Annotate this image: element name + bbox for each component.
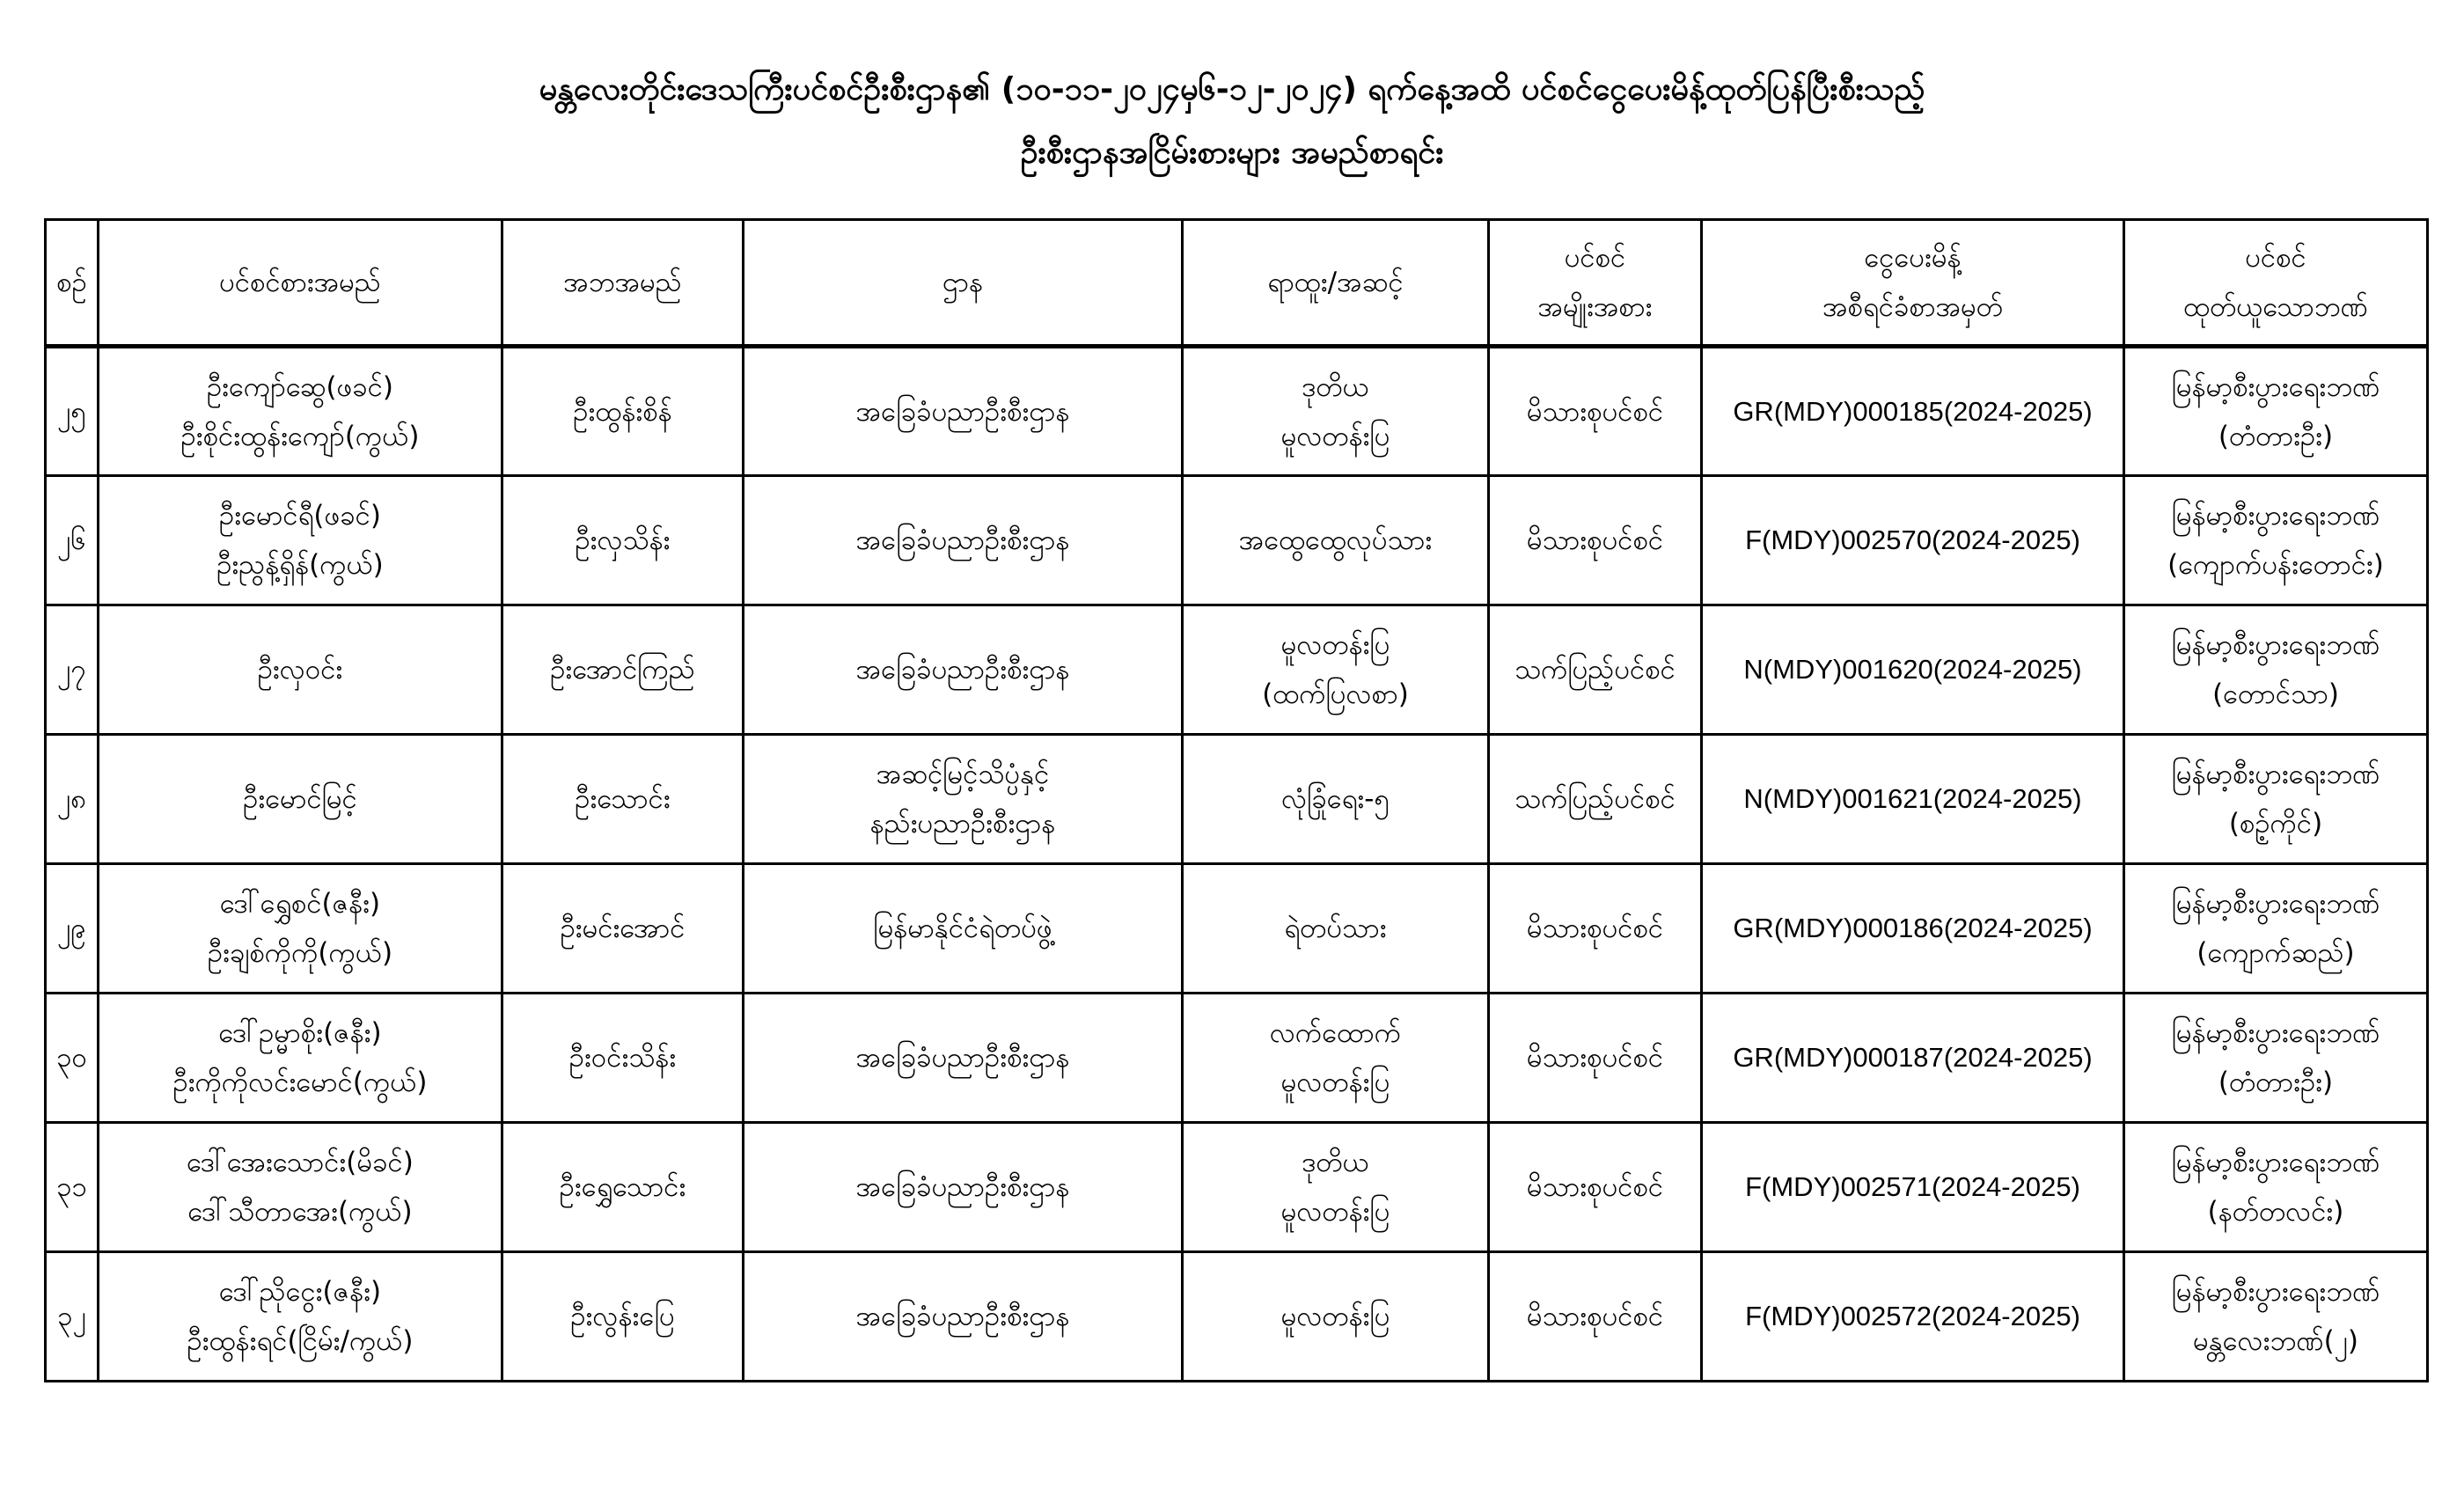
- serial-number-cell: [46, 994, 99, 1123]
- pension-type-cell: [1489, 605, 1702, 735]
- bank-cell-text: မြန်မာ့စီးပွားရေးဘဏ်: [2171, 500, 2380, 532]
- rank-cell: [1183, 864, 1489, 994]
- rank-cell-text: မူလတန်းပြ: [1280, 1301, 1390, 1332]
- header-department: ဌာန: [744, 220, 1183, 347]
- payment-order-cell-text: N(MDY)001620(2024-2025): [1743, 654, 2082, 685]
- rank-cell-text: ရဲတပ်သား: [1284, 913, 1387, 944]
- pensioner-name-cell: [99, 735, 502, 864]
- serial-number-cell: [46, 1252, 99, 1382]
- bank-cell: [2124, 605, 2428, 735]
- pension-type-cell-text: မိသားစုပင်စင်: [1526, 1042, 1664, 1074]
- header-father-name: အဘအမည်: [502, 220, 744, 347]
- pensioner-name-cell-text: ဒေါ်ညိုငွေး(ဇနီး): [218, 1276, 382, 1308]
- pension-type-cell: [1489, 347, 1702, 476]
- bank-cell-text: (စဉ့်ကိုင်): [2228, 808, 2323, 840]
- department-cell: [744, 347, 1183, 476]
- bank-cell: [2124, 994, 2428, 1123]
- pensioner-name-cell-text: ဦးကျော်ဆွေ(ဖခင်): [206, 370, 393, 403]
- table-row: [46, 605, 2428, 735]
- father-name-cell-text: ဦးသောင်း: [575, 783, 671, 815]
- bank-cell-text: မြန်မာ့စီးပွားရေးဘဏ်: [2171, 629, 2380, 661]
- serial-number-cell-text: ၂၇: [57, 654, 86, 686]
- department-cell: [744, 1123, 1183, 1252]
- payment-order-cell-text: GR(MDY)000185(2024-2025): [1733, 395, 2093, 427]
- pensioner-name-cell-text: ဦးညွန့်ရှိန်(ကွယ်): [216, 549, 384, 581]
- pensioner-name-cell-text: ဦးမောင်မြင့်: [243, 783, 357, 815]
- serial-number-cell-text: ၂၅: [57, 395, 86, 428]
- serial-number-cell-text: ၂၆: [57, 524, 86, 556]
- pensioner-name-cell: [99, 1252, 502, 1382]
- department-cell: [744, 1252, 1183, 1382]
- pensioner-name-cell-text: ဒေါ်သီတာအေး(ကွယ်): [187, 1196, 413, 1228]
- bank-cell-text: (တံတားဦး): [2218, 1067, 2334, 1098]
- father-name-cell: [502, 1123, 744, 1252]
- pensioner-name-cell-text: ဦးထွန်းရင်(ငြိမ်း/ကွယ်): [187, 1325, 414, 1357]
- bank-cell-text: (တံတားဦး): [2218, 420, 2334, 452]
- payment-order-cell: [1702, 1123, 2124, 1252]
- bank-cell-text: မြန်မာ့စီးပွားရေးဘဏ်: [2171, 759, 2380, 790]
- pension-type-cell-text: သက်ပြည့်ပင်စင်: [1514, 783, 1676, 815]
- payment-order-cell: [1702, 1252, 2124, 1382]
- department-cell: [744, 735, 1183, 864]
- department-cell-text: အခြေခံပညာဦးစီးဌာန: [855, 654, 1070, 686]
- serial-number-cell: [46, 864, 99, 994]
- payment-order-cell-text: GR(MDY)000187(2024-2025): [1733, 1042, 2093, 1073]
- header-pension-type: ပင်စင် အမျိုးအစား: [1489, 220, 1702, 347]
- table-row: [46, 735, 2428, 864]
- department-cell-text: အခြေခံပညာဦးစီးဌာန: [855, 395, 1070, 428]
- pensioner-name-cell: [99, 864, 502, 994]
- pensioner-name-cell-text: ဦးကိုကိုလင်းမောင်(ကွယ်): [172, 1067, 428, 1098]
- father-name-cell: [502, 476, 744, 605]
- payment-order-cell: [1702, 994, 2124, 1123]
- father-name-cell: [502, 864, 744, 994]
- pensioner-name-cell-text: ဦးမောင်ရီ(ဖခင်): [219, 500, 381, 532]
- pensioner-name-cell-text: ဦးလှဝင်း: [257, 654, 343, 686]
- father-name-cell: [502, 347, 744, 476]
- table-row: [46, 1123, 2428, 1252]
- payment-order-cell-text: F(MDY)002572(2024-2025): [1745, 1301, 2080, 1331]
- rank-cell-text: မူလတန်းပြ: [1280, 629, 1390, 661]
- father-name-cell: [502, 605, 744, 735]
- department-cell: [744, 864, 1183, 994]
- pensioner-name-cell: [99, 1123, 502, 1252]
- pension-type-cell-text: မိသားစုပင်စင်: [1526, 1301, 1664, 1332]
- pensioner-name-cell-text: ဒေါ်ရွှေစင်(ဇနီး): [219, 888, 381, 920]
- bank-cell-text: မြန်မာ့စီးပွားရေးဘဏ်: [2171, 370, 2380, 403]
- rank-cell: [1183, 605, 1489, 735]
- bank-cell: [2124, 1123, 2428, 1252]
- bank-cell-text: (ကျောက်ပန်းတောင်း): [2167, 549, 2384, 581]
- rank-cell: [1183, 476, 1489, 605]
- rank-cell-text: လက်ထောက်: [1269, 1017, 1402, 1049]
- pension-type-cell-text: သက်ပြည့်ပင်စင်: [1514, 654, 1676, 686]
- pensioner-name-cell: [99, 605, 502, 735]
- department-cell-text: အခြေခံပညာဦးစီးဌာန: [855, 1042, 1070, 1074]
- department-cell: [744, 994, 1183, 1123]
- payment-order-cell: [1702, 347, 2124, 476]
- department-cell-text: အခြေခံပညာဦးစီးဌာန: [855, 1171, 1070, 1203]
- rank-cell: [1183, 1252, 1489, 1382]
- serial-number-cell-text: ၂၈: [57, 783, 86, 815]
- bank-cell-text: မြန်မာ့စီးပွားရေးဘဏ်: [2171, 888, 2380, 920]
- rank-cell: [1183, 735, 1489, 864]
- rank-cell: [1183, 994, 1489, 1123]
- department-cell-text: မြန်မာနိုင်ငံရဲတပ်ဖွဲ့: [873, 913, 1052, 944]
- department-cell-text: အခြေခံပညာဦးစီးဌာန: [855, 524, 1070, 556]
- pension-type-cell: [1489, 1252, 1702, 1382]
- rank-cell-text: မူလတန်းပြ: [1280, 420, 1390, 452]
- pensioner-name-cell: [99, 347, 502, 476]
- rank-cell-text: ဒုတိယ: [1302, 1147, 1369, 1178]
- header-bank: ပင်စင် ထုတ်ယူသောဘဏ်: [2124, 220, 2428, 347]
- pensioner-name-cell-text: ဦးချစ်ကိုကို(ကွယ်): [207, 937, 393, 969]
- bank-cell-text: (နတ်တလင်း): [2207, 1196, 2344, 1228]
- pensioner-name-cell-text: ဒေါ်ဥမ္မာစိုး(ဇနီး): [218, 1017, 382, 1049]
- title-line-1: မန္တလေးတိုင်းဒေသကြီးပင်စင်ဦးစီးဌာန၏ (၁၀-၁၁-၂၀၂၄မှ၆-၁၂-၂၀၂၄) ရက်နေ့အထိ ပင်စင်ငွေပေးမိန့်ထုတ်ပြန်ပြီးစီးသည့်: [539, 71, 1925, 107]
- document-title: [0, 58, 2464, 185]
- bank-cell-text: (တောင်သာ): [2212, 678, 2339, 710]
- rank-cell-text: မူလတန်းပြ: [1280, 1067, 1390, 1098]
- rank-cell-text: လုံခြုံရေး-၅: [1281, 783, 1390, 815]
- rank-cell-text: (ထက်ပြလစာ): [1262, 678, 1409, 710]
- pensioner-name-cell: [99, 476, 502, 605]
- serial-number-cell: [46, 735, 99, 864]
- pension-type-cell: [1489, 1123, 1702, 1252]
- serial-number-cell: [46, 476, 99, 605]
- father-name-cell: [502, 1252, 744, 1382]
- department-cell: [744, 605, 1183, 735]
- table-header-row: [46, 220, 2428, 347]
- pensioner-name-cell: [99, 994, 502, 1123]
- father-name-cell-text: ဦးထွန်းစိန်: [573, 395, 672, 428]
- payment-order-cell: [1702, 476, 2124, 605]
- table-row: [46, 864, 2428, 994]
- serial-number-cell: [46, 347, 99, 476]
- rank-cell-text: အထွေထွေလုပ်သား: [1238, 524, 1433, 556]
- pension-type-cell-text: မိသားစုပင်စင်: [1526, 395, 1664, 428]
- payment-order-cell: [1702, 735, 2124, 864]
- father-name-cell-text: ဦးဝင်းသိန်း: [568, 1042, 677, 1074]
- bank-cell-text: မန္တလေးဘဏ်(၂): [2193, 1325, 2358, 1357]
- father-name-cell-text: ဦးလှသိန်း: [575, 524, 671, 556]
- pension-type-cell-text: မိသားစုပင်စင်: [1526, 1171, 1664, 1203]
- payment-order-cell: [1702, 864, 2124, 994]
- payment-order-cell-text: N(MDY)001621(2024-2025): [1743, 783, 2082, 814]
- department-cell-text: နည်းပညာဦးစီးဌာန: [869, 808, 1056, 840]
- title-line-2: ဦးစီးဌာနအငြိမ်းစားများ အမည်စာရင်း: [1020, 135, 1444, 171]
- header-pensioner-name: ပင်စင်စားအမည်: [99, 220, 502, 347]
- father-name-cell: [502, 735, 744, 864]
- serial-number-cell: [46, 605, 99, 735]
- table-row: [46, 347, 2428, 476]
- bank-cell: [2124, 735, 2428, 864]
- payment-order-cell-text: F(MDY)002571(2024-2025): [1745, 1171, 2080, 1202]
- pension-type-cell-text: မိသားစုပင်စင်: [1526, 913, 1664, 944]
- father-name-cell-text: ဦးမင်းအောင်: [560, 913, 686, 944]
- department-cell: [744, 476, 1183, 605]
- bank-cell: [2124, 1252, 2428, 1382]
- bank-cell: [2124, 864, 2428, 994]
- bank-cell-text: မြန်မာ့စီးပွားရေးဘဏ်: [2171, 1017, 2380, 1049]
- bank-cell-text: မြန်မာ့စီးပွားရေးဘဏ်: [2171, 1147, 2380, 1178]
- bank-cell-text: (ကျောက်ဆည်): [2196, 937, 2355, 969]
- header-rank: ရာထူး/အဆင့်: [1183, 220, 1489, 347]
- serial-number-cell-text: ၂၉: [57, 913, 86, 944]
- rank-cell: [1183, 1123, 1489, 1252]
- serial-number-cell-text: ၃၁: [56, 1171, 87, 1203]
- table-row: [46, 994, 2428, 1123]
- table-row: [46, 476, 2428, 605]
- table-body: [46, 347, 2428, 1382]
- father-name-cell-text: ဦးလွန်းပြေ: [570, 1301, 675, 1332]
- payment-order-cell: [1702, 605, 2124, 735]
- serial-number-cell: [46, 1123, 99, 1252]
- pensioner-table: [44, 218, 2429, 1382]
- payment-order-cell-text: F(MDY)002570(2024-2025): [1745, 524, 2080, 555]
- department-cell-text: အဆင့်မြင့်သိပ္ပံနှင့်: [876, 759, 1050, 790]
- pension-type-cell-text: မိသားစုပင်စင်: [1526, 524, 1664, 556]
- bank-cell: [2124, 347, 2428, 476]
- rank-cell-text: မူလတန်းပြ: [1280, 1196, 1390, 1228]
- pensioner-name-cell-text: ဒေါ်အေးသောင်း(မိခင်): [187, 1147, 414, 1178]
- pension-type-cell: [1489, 735, 1702, 864]
- father-name-cell-text: ဦးအောင်ကြည်: [550, 654, 695, 686]
- rank-cell-text: ဒုတိယ: [1302, 370, 1369, 403]
- department-cell-text: အခြေခံပညာဦးစီးဌာန: [855, 1301, 1070, 1332]
- serial-number-cell-text: ၃၀: [56, 1042, 87, 1074]
- father-name-cell: [502, 994, 744, 1123]
- header-payment-order: ငွေပေးမိန့် အစီရင်ခံစာအမှတ်: [1702, 220, 2124, 347]
- pensioner-name-cell-text: ဦးစိုင်းထွန်းကျော်(ကွယ်): [180, 420, 420, 452]
- rank-cell: [1183, 347, 1489, 476]
- serial-number-cell-text: ၃၂: [57, 1301, 86, 1332]
- payment-order-cell-text: GR(MDY)000186(2024-2025): [1733, 913, 2093, 943]
- father-name-cell-text: ဦးရွှေသောင်း: [559, 1171, 686, 1203]
- table-row: [46, 1252, 2428, 1382]
- pension-type-cell: [1489, 476, 1702, 605]
- header-serial: စဉ်: [46, 220, 99, 347]
- bank-cell: [2124, 476, 2428, 605]
- pension-type-cell: [1489, 994, 1702, 1123]
- pension-type-cell: [1489, 864, 1702, 994]
- bank-cell-text: မြန်မာ့စီးပွားရေးဘဏ်: [2171, 1276, 2380, 1308]
